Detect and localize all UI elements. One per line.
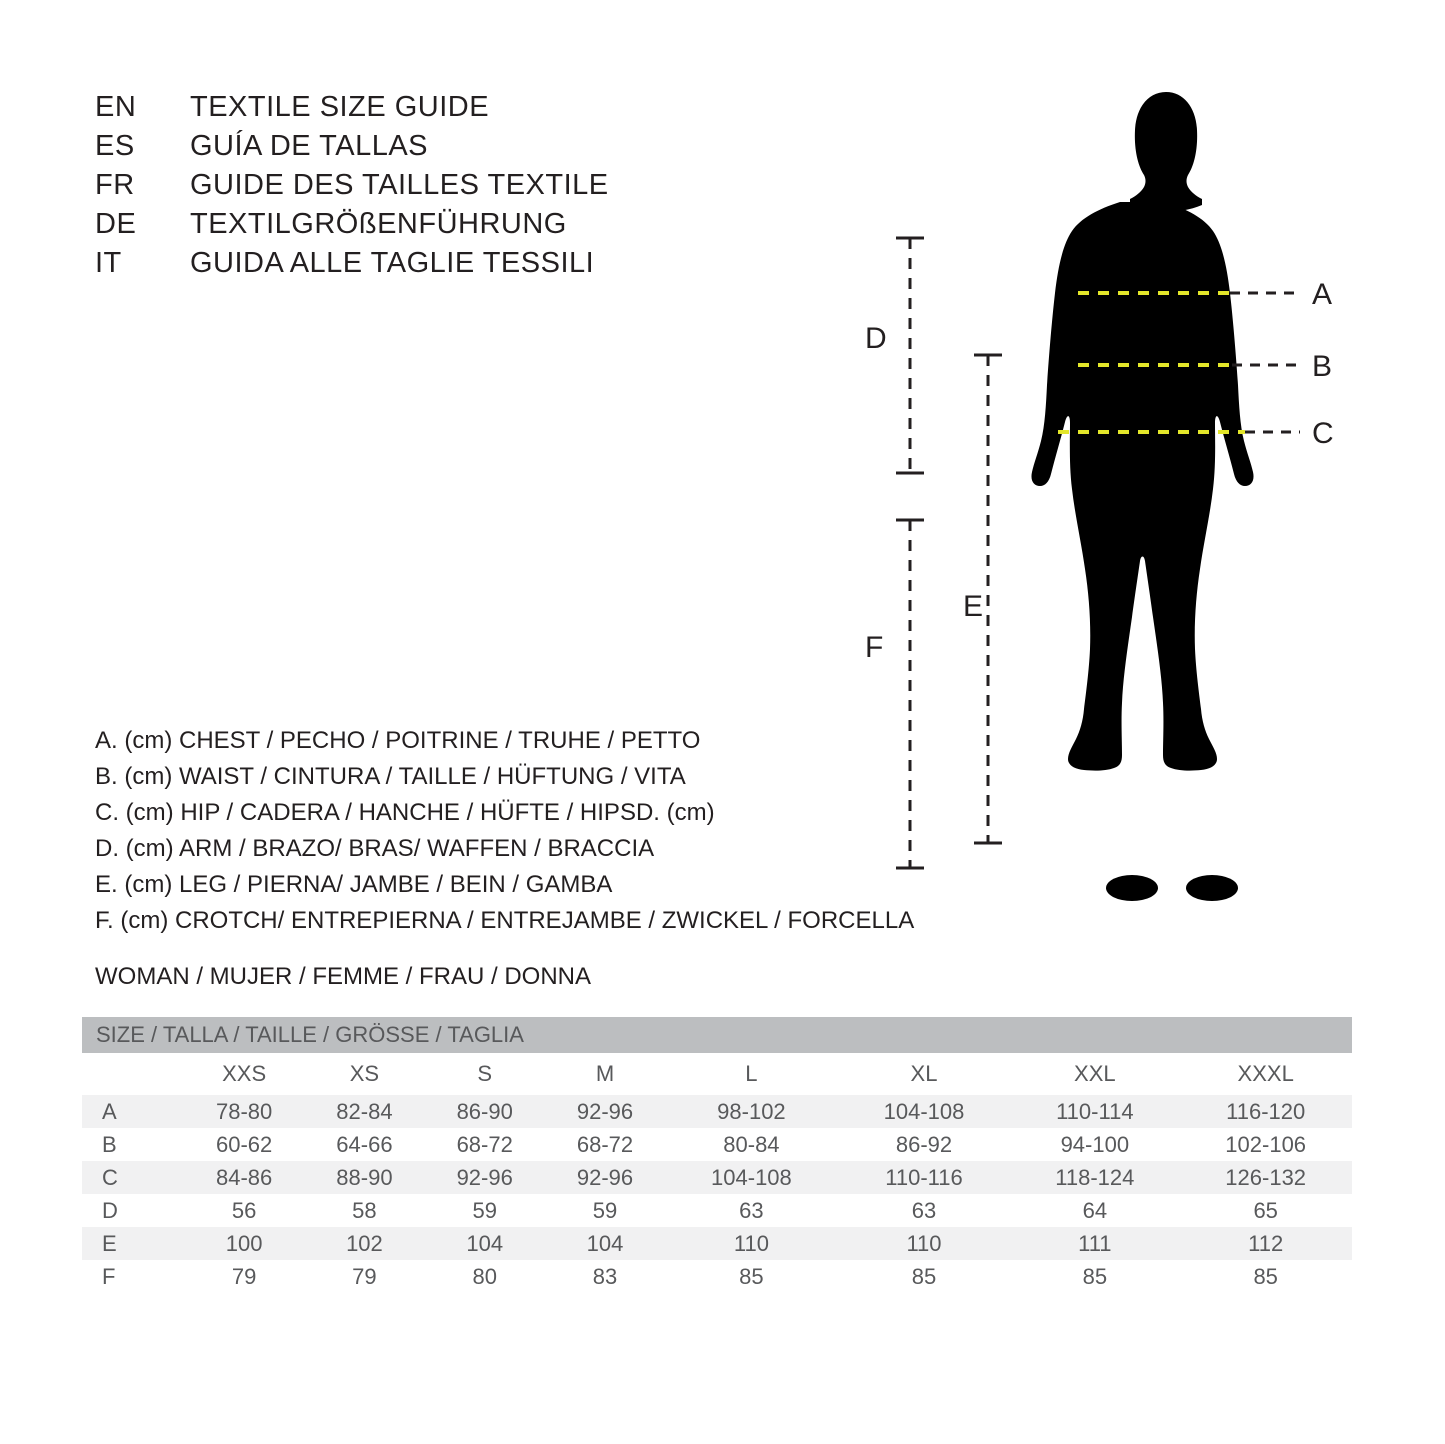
cell-a-s: 86-90 bbox=[425, 1095, 545, 1128]
cell-b-s: 68-72 bbox=[425, 1128, 545, 1161]
cell-a-xl: 104-108 bbox=[838, 1095, 1011, 1128]
cell-b-xs: 64-66 bbox=[304, 1128, 424, 1161]
table-header-bar bbox=[82, 1017, 1352, 1053]
figure-label-d: D bbox=[865, 322, 887, 355]
col-header-xxxl: XXXL bbox=[1179, 1053, 1352, 1095]
cell-e-l: 110 bbox=[665, 1227, 838, 1260]
table-row bbox=[82, 1095, 1352, 1128]
col-header-l: L bbox=[665, 1053, 838, 1095]
cell-e-s: 104 bbox=[425, 1227, 545, 1260]
cell-b-xxl: 94-100 bbox=[1010, 1128, 1179, 1161]
cell-a-l: 98-102 bbox=[665, 1095, 838, 1128]
title-row bbox=[95, 88, 735, 127]
title-lang-es: ES bbox=[95, 130, 135, 162]
cell-d-xxxl: 65 bbox=[1179, 1194, 1352, 1227]
title-row bbox=[95, 166, 735, 205]
cell-e-xs: 102 bbox=[304, 1227, 424, 1260]
title-text-es: GUÍA DE TALLAS bbox=[190, 130, 429, 162]
col-header-xxl: XXL bbox=[1010, 1053, 1179, 1095]
title-text-fr: GUIDE DES TAILLES TEXTILE bbox=[190, 169, 609, 201]
title-row bbox=[95, 127, 735, 166]
cell-d-s: 59 bbox=[425, 1194, 545, 1227]
cell-f-xxxl: 85 bbox=[1179, 1260, 1352, 1293]
cell-c-m: 92-96 bbox=[545, 1161, 665, 1194]
col-header-xs: XS bbox=[304, 1053, 424, 1095]
title-block bbox=[95, 88, 735, 283]
table-row bbox=[82, 1194, 1352, 1227]
cell-a-xxs: 78-80 bbox=[184, 1095, 304, 1128]
cell-d-xs: 58 bbox=[304, 1194, 424, 1227]
cell-a-xxl: 110-114 bbox=[1010, 1095, 1179, 1128]
cell-f-m: 83 bbox=[545, 1260, 665, 1293]
col-header-blank bbox=[82, 1053, 184, 1095]
cell-a-xxxl: 116-120 bbox=[1179, 1095, 1352, 1128]
cell-f-s: 80 bbox=[425, 1260, 545, 1293]
row-label-d: D bbox=[82, 1194, 184, 1227]
title-lang-de: DE bbox=[95, 208, 137, 240]
table-row bbox=[82, 1260, 1352, 1293]
legend-item-c: C. (cm) HIP / CADERA / HANCHE / HÜFTE / HIPSD. (cm) bbox=[95, 799, 715, 826]
row-label-a: A bbox=[82, 1095, 184, 1128]
col-header-m: M bbox=[545, 1053, 665, 1095]
col-header-xxs: XXS bbox=[184, 1053, 304, 1095]
title-text-de: TEXTILGRÖßENFÜHRUNG bbox=[190, 208, 567, 240]
row-label-c: C bbox=[82, 1161, 184, 1194]
cell-c-xxl: 118-124 bbox=[1010, 1161, 1179, 1194]
cell-d-xxs: 56 bbox=[184, 1194, 304, 1227]
title-lang-fr: FR bbox=[95, 169, 135, 201]
cell-f-l: 85 bbox=[665, 1260, 838, 1293]
cell-d-m: 59 bbox=[545, 1194, 665, 1227]
table-row bbox=[82, 1161, 1352, 1194]
row-label-f: F bbox=[82, 1260, 184, 1293]
figure-label-e: E bbox=[963, 590, 984, 623]
table-row bbox=[82, 1227, 1352, 1260]
cell-b-l: 80-84 bbox=[665, 1128, 838, 1161]
figure-label-b: B bbox=[1312, 350, 1333, 383]
legend-block bbox=[95, 723, 915, 939]
cell-e-xxl: 111 bbox=[1010, 1227, 1179, 1260]
cell-d-xl: 63 bbox=[838, 1194, 1011, 1227]
title-text-it: GUIDA ALLE TAGLIE TESSILI bbox=[190, 247, 595, 279]
cell-b-m: 68-72 bbox=[545, 1128, 665, 1161]
legend-item-d: D. (cm) ARM / BRAZO/ BRAS/ WAFFEN / BRACCIA bbox=[95, 835, 655, 862]
title-lang-en: EN bbox=[95, 91, 137, 123]
cell-c-xxs: 84-86 bbox=[184, 1161, 304, 1194]
cell-f-xxs: 79 bbox=[184, 1260, 304, 1293]
row-label-e: E bbox=[82, 1227, 184, 1260]
cell-c-xxxl: 126-132 bbox=[1179, 1161, 1352, 1194]
cell-a-xs: 82-84 bbox=[304, 1095, 424, 1128]
row-label-b: B bbox=[82, 1128, 184, 1161]
col-header-xl: XL bbox=[838, 1053, 1011, 1095]
table-column-header-row bbox=[82, 1053, 1352, 1095]
legend-item-e: E. (cm) LEG / PIERNA/ JAMBE / BEIN / GAMBA bbox=[95, 871, 613, 898]
table-row bbox=[82, 1128, 1352, 1161]
cell-d-xxl: 64 bbox=[1010, 1194, 1179, 1227]
cell-b-xxs: 60-62 bbox=[184, 1128, 304, 1161]
cell-c-xs: 88-90 bbox=[304, 1161, 424, 1194]
title-row bbox=[95, 205, 735, 244]
size-table bbox=[82, 1017, 1352, 1293]
title-text-en: TEXTILE SIZE GUIDE bbox=[190, 91, 490, 123]
cell-f-xs: 79 bbox=[304, 1260, 424, 1293]
cell-e-m: 104 bbox=[545, 1227, 665, 1260]
cell-e-xl: 110 bbox=[838, 1227, 1011, 1260]
title-lang-it: IT bbox=[95, 247, 122, 279]
table-header-bar-label: SIZE / TALLA / TAILLE / GRÖSSE / TAGLIA bbox=[82, 1017, 1352, 1053]
legend-item-b: B. (cm) WAIST / CINTURA / TAILLE / HÜFTUNG / VITA bbox=[95, 763, 686, 790]
cell-e-xxxl: 112 bbox=[1179, 1227, 1352, 1260]
title-row bbox=[95, 244, 735, 283]
figure-label-f: F bbox=[865, 631, 884, 664]
cell-c-l: 104-108 bbox=[665, 1161, 838, 1194]
figure-label-a: A bbox=[1312, 278, 1333, 311]
cell-f-xxl: 85 bbox=[1010, 1260, 1179, 1293]
col-header-s: S bbox=[425, 1053, 545, 1095]
cell-b-xxxl: 102-106 bbox=[1179, 1128, 1352, 1161]
female-silhouette bbox=[1031, 92, 1253, 901]
figure-label-c: C bbox=[1312, 417, 1334, 450]
cell-b-xl: 86-92 bbox=[838, 1128, 1011, 1161]
measurement-figure bbox=[820, 50, 1420, 950]
group-label: WOMAN / MUJER / FEMME / FRAU / DONNA bbox=[95, 963, 591, 990]
legend-item-f: F. (cm) CROTCH/ ENTREPIERNA / ENTREJAMBE / ZWICKEL / FORCELLA bbox=[95, 907, 915, 934]
cell-e-xxs: 100 bbox=[184, 1227, 304, 1260]
legend-item-a: A. (cm) CHEST / PECHO / POITRINE / TRUHE / PETTO bbox=[95, 727, 701, 754]
cell-f-xl: 85 bbox=[838, 1260, 1011, 1293]
cell-c-s: 92-96 bbox=[425, 1161, 545, 1194]
cell-c-xl: 110-116 bbox=[838, 1161, 1011, 1194]
cell-d-l: 63 bbox=[665, 1194, 838, 1227]
cell-a-m: 92-96 bbox=[545, 1095, 665, 1128]
